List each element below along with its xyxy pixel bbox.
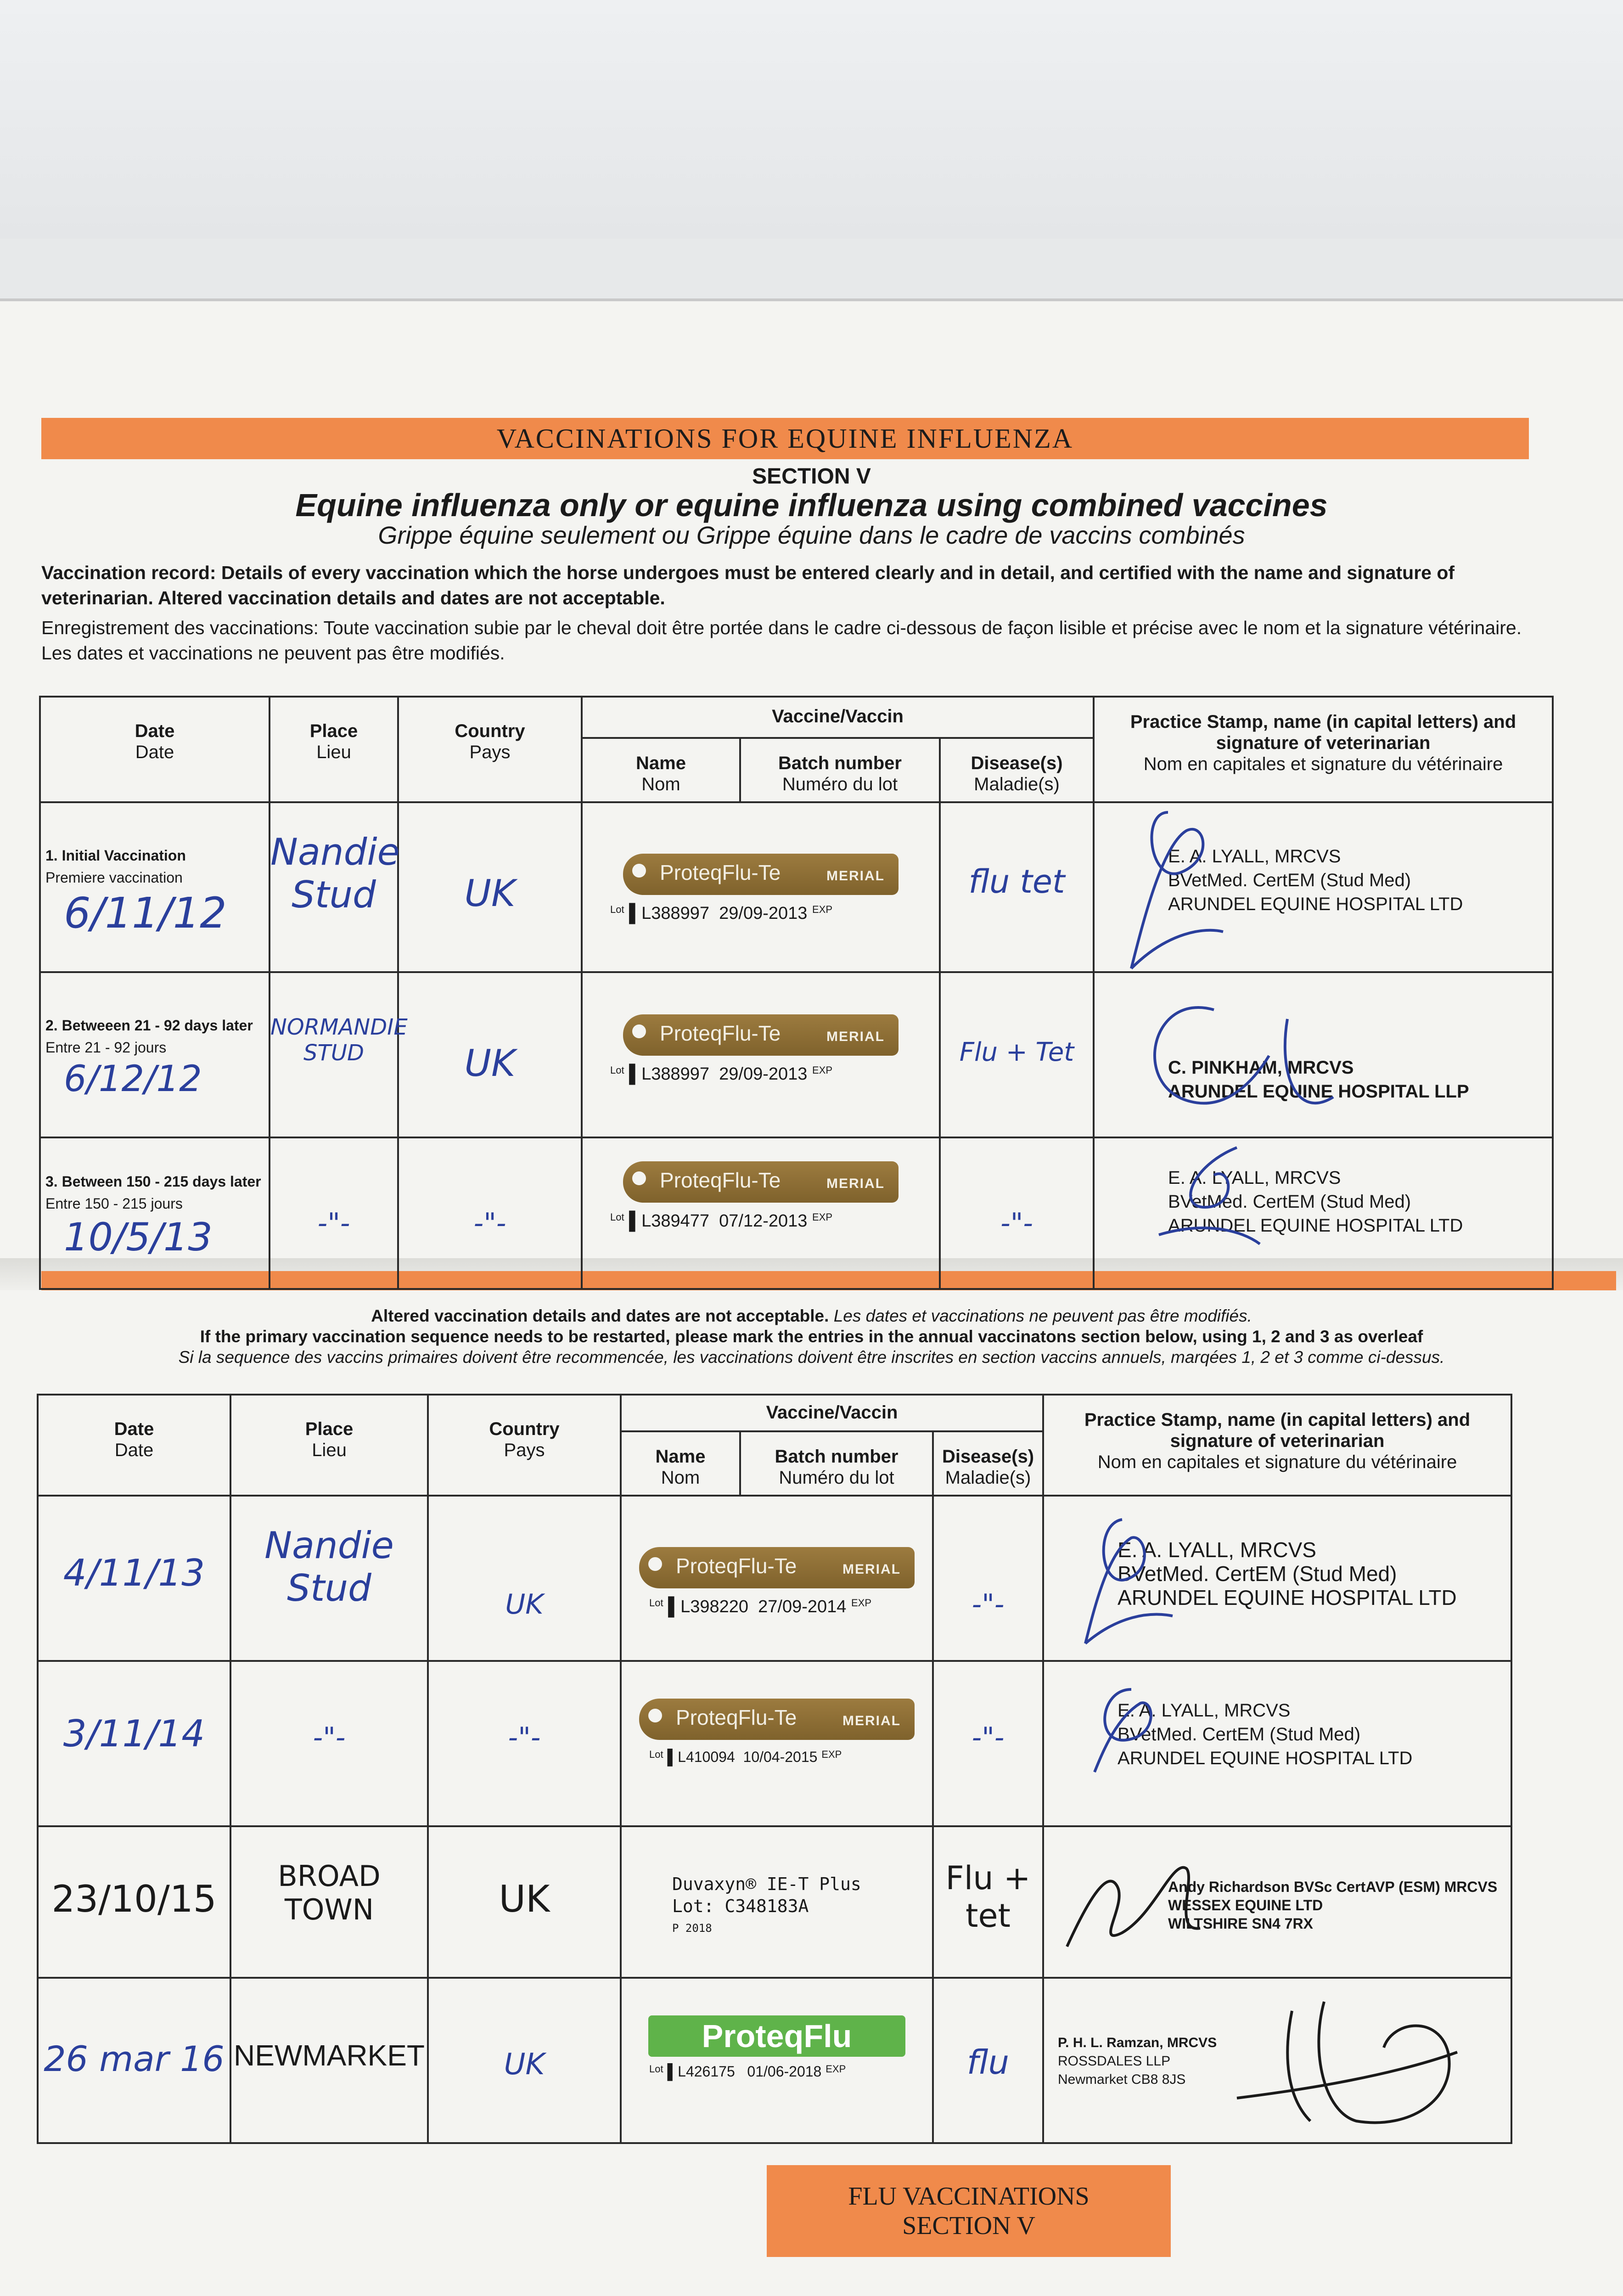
stamp-cell: C. PINKHAM, MRCVS ARUNDEL EQUINE HOSPITAL LLP xyxy=(1094,972,1553,1137)
header-batch: Batch number Numéro du lot xyxy=(740,738,940,802)
batch-number: L388997 xyxy=(641,904,710,923)
date-cell: 4/11/13 xyxy=(38,1496,230,1661)
header-vaccine: Vaccine/Vaccin xyxy=(621,1395,1043,1431)
disease-cell: flu tet xyxy=(940,802,1094,972)
vet-signature-icon xyxy=(1219,1983,1494,2139)
stamp-cell: E. A. LYALL, MRCVS BVetMed. CertEM (Stud Med) ARUNDEL EQUINE HOSPITAL LTD xyxy=(1094,802,1553,972)
annual-vaccination-table xyxy=(37,1394,1512,2144)
page-title: VACCINATIONS FOR EQUINE INFLUENZA xyxy=(41,418,1529,459)
header-stamp: Practice Stamp, name (in capital letters) and signature of veterinarian Nom en capitales et signature du vétérinaire xyxy=(1043,1395,1511,1496)
vaccine-label: Duvaxyn® IE-T Plus Lot: C348183A P 2018 xyxy=(621,1826,933,1978)
disease-cell: -"- xyxy=(933,1496,1043,1661)
stamp-cell: E. A. LYALL, MRCVS BVetMed. CertEM (Stud Med) ARUNDEL EQUINE HOSPITAL LTD xyxy=(1043,1661,1511,1826)
proteqflu-green-sticker: ProteqFlu xyxy=(648,2015,905,2057)
vet-signature-icon xyxy=(1113,794,1251,978)
vet-signature-icon xyxy=(1122,982,1443,1134)
date-cell: 23/10/15 xyxy=(38,1826,230,1978)
duvaxyn-name: Duvaxyn® IE-T Plus xyxy=(672,1874,861,1894)
header-disease: Disease(s) Maladie(s) xyxy=(933,1431,1043,1496)
header-country: Country Pays xyxy=(398,697,582,802)
disease-cell: flu xyxy=(933,1978,1043,2143)
batch-number: L410094 xyxy=(678,1749,735,1765)
stamp-cell: E. A. LYALL, MRCVS BVetMed. CertEM (Stud Med) ARUNDEL EQUINE HOSPITAL LTD xyxy=(1043,1496,1511,1661)
date-cell: 26 mar 16 xyxy=(38,1978,230,2143)
batch-number: L388997 xyxy=(641,1064,710,1084)
batch-number: L426175 xyxy=(678,2063,735,2080)
header-place: Place Lieu xyxy=(230,1395,428,1496)
vaccination-date: 6/12/12 xyxy=(64,1058,202,1100)
country-cell: UK xyxy=(428,1826,621,1978)
intro-english: Vaccination record: Details of every vaccination which the horse undergoes must be entered clearly and in detail, and certified with the name and signature of veterinarian. Altered vaccination details and dates are not acceptable. xyxy=(41,562,1455,608)
vaccine-label: ProteqFlu-Te MERIAL $^{Lot}$ ▌L388997 29/09-2013 $^{EXP}$ xyxy=(582,972,940,1137)
restart-note-fr: Si la sequence des vaccins primaires doivent être recommencée, les vaccinations doivent être inscrites en section vaccins annuels, marqées 1, 2 et 3 comme ci-dessus. xyxy=(178,1348,1445,1367)
header-date: Date Date xyxy=(40,697,270,802)
disease-cell: -"- xyxy=(940,1137,1094,1289)
proteqflu-sticker: ProteqFlu-Te MERIAL xyxy=(623,1014,899,1056)
table-row xyxy=(38,1661,1511,1826)
intro-french: Enregistrement des vaccinations: Toute vaccination subie par le cheval doit être portée dans le cadre ci-dessous de façon lisible et précise avec le nom et la signature vétérinaire. Les dates et vaccinations ne peuvent pas être modifiés. xyxy=(41,617,1522,664)
place-cell: NORMANDIE STUD xyxy=(270,972,398,1137)
altered-note: Altered vaccination details and dates are not acceptable. Les dates et vaccinations ne peuvent pas être modifiés. xyxy=(371,1306,1252,1325)
header-name: Name Nom xyxy=(582,738,740,802)
batch-number: Lot: C348183A xyxy=(672,1896,809,1916)
main-title: Equine influenza only or equine influenza using combined vaccines xyxy=(295,487,1328,523)
vet-signature-icon xyxy=(1062,1671,1200,1786)
table-row xyxy=(38,1826,1511,1978)
proteqflu-sticker: ProteqFlu-Te MERIAL xyxy=(623,1161,899,1203)
header-disease: Disease(s) Maladie(s) xyxy=(940,738,1094,802)
country-cell: -"- xyxy=(428,1661,621,1826)
section-label: SECTION V xyxy=(752,464,871,489)
date-cell: 3/11/14 xyxy=(38,1661,230,1826)
disease-cell: Flu + tet xyxy=(933,1826,1043,1978)
proteqflu-sticker: ProteqFlu-Te MERIAL xyxy=(639,1547,915,1588)
stamp-cell: E. A. LYALL, MRCVS BVetMed. CertEM (Stud Med) ARUNDEL EQUINE HOSPITAL LTD xyxy=(1094,1137,1553,1289)
country-cell: UK xyxy=(428,1496,621,1661)
country-cell: -"- xyxy=(398,1137,582,1289)
header-place: Place Lieu xyxy=(270,697,398,802)
primary-vaccination-table xyxy=(39,696,1554,1290)
stamp-cell: P. H. L. Ramzan, MRCVS ROSSDALES LLP Newmarket CB8 8JS xyxy=(1043,1978,1511,2143)
place-cell: -"- xyxy=(230,1661,428,1826)
footer-section-tab: FLU VACCINATIONS SECTION V xyxy=(767,2165,1171,2257)
place-cell: NEWMARKET xyxy=(230,1978,428,2143)
vaccine-label: ProteqFlu $^{Lot}$ ▌L426175 01/06-2018 $^{EXP}$ xyxy=(621,1978,933,2143)
place-cell: -"- xyxy=(270,1137,398,1289)
vaccine-label: ProteqFlu-Te MERIAL $^{Lot}$ ▌L410094 10/04-2015 $^{EXP}$ xyxy=(621,1661,933,1826)
table-row xyxy=(38,1496,1511,1661)
vaccine-label: ProteqFlu-Te MERIAL $^{Lot}$ ▌L398220 27/09-2014 $^{EXP}$ xyxy=(621,1496,933,1661)
vaccination-date: 6/11/12 xyxy=(64,889,227,938)
table-row xyxy=(40,802,1553,972)
vaccine-label: ProteqFlu-Te MERIAL $^{Lot}$ ▌L388997 29/09-2013 $^{EXP}$ xyxy=(582,802,940,972)
header-name: Name Nom xyxy=(621,1431,740,1496)
batch-number: L389477 xyxy=(641,1211,710,1231)
stamp-cell: Andy Richardson BVSc CertAVP (ESM) MRCVS WESSEX EQUINE LTD WILTSHIRE SN4 7RX xyxy=(1043,1826,1511,1978)
vet-signature-icon xyxy=(1122,1138,1306,1290)
plastic-sleeve xyxy=(0,0,1623,239)
place-cell: Nandie Stud xyxy=(230,1496,428,1661)
table-row xyxy=(40,1137,1553,1289)
disease-cell: -"- xyxy=(933,1661,1043,1826)
batch-number: L398220 xyxy=(680,1597,749,1616)
header-vaccine: Vaccine/Vaccin xyxy=(582,697,1094,738)
vet-signature-icon xyxy=(1053,1841,1260,1970)
header-date: Date Date xyxy=(38,1395,230,1496)
date-cell: 3. Between 150 - 215 days later Entre 150 - 215 jours 10/5/13 xyxy=(40,1137,270,1289)
vaccination-date: 10/5/13 xyxy=(64,1215,213,1260)
vet-signature-icon xyxy=(1058,1506,1196,1657)
disease-cell: Flu + Tet xyxy=(940,972,1094,1137)
place-cell: Nandie Stud xyxy=(270,802,398,972)
restart-note: If the primary vaccination sequence needs to be restarted, please mark the entries in the annual vaccinatons section below, using 1, 2 and 3 as overleaf xyxy=(200,1327,1423,1346)
country-cell: UK xyxy=(398,972,582,1137)
header-stamp: Practice Stamp, name (in capital letters) and signature of veterinarian Nom en capitales et signature du vétérinaire xyxy=(1094,697,1553,802)
country-cell: UK xyxy=(428,1978,621,2143)
sub-title-fr: Grippe équine seulement ou Grippe équine dans le cadre de vaccins combinés xyxy=(378,522,1245,549)
header-batch: Batch number Numéro du lot xyxy=(740,1431,933,1496)
table-row xyxy=(38,1978,1511,2143)
proteqflu-sticker: ProteqFlu-Te MERIAL xyxy=(639,1699,915,1740)
date-cell: 2. Betweeen 21 - 92 days later Entre 21 - 92 jours 6/12/12 xyxy=(40,972,270,1137)
table-row xyxy=(40,972,1553,1137)
place-cell: BROAD TOWN xyxy=(230,1826,428,1978)
country-cell: UK xyxy=(398,802,582,972)
proteqflu-sticker: ProteqFlu-Te MERIAL xyxy=(623,854,899,895)
date-cell: 1. Initial Vaccination Premiere vaccination 6/11/12 xyxy=(40,802,270,972)
header-country: Country Pays xyxy=(428,1395,621,1496)
vaccine-label: ProteqFlu-Te MERIAL $^{Lot}$ ▌L389477 07/12-2013 $^{EXP}$ xyxy=(582,1137,940,1289)
